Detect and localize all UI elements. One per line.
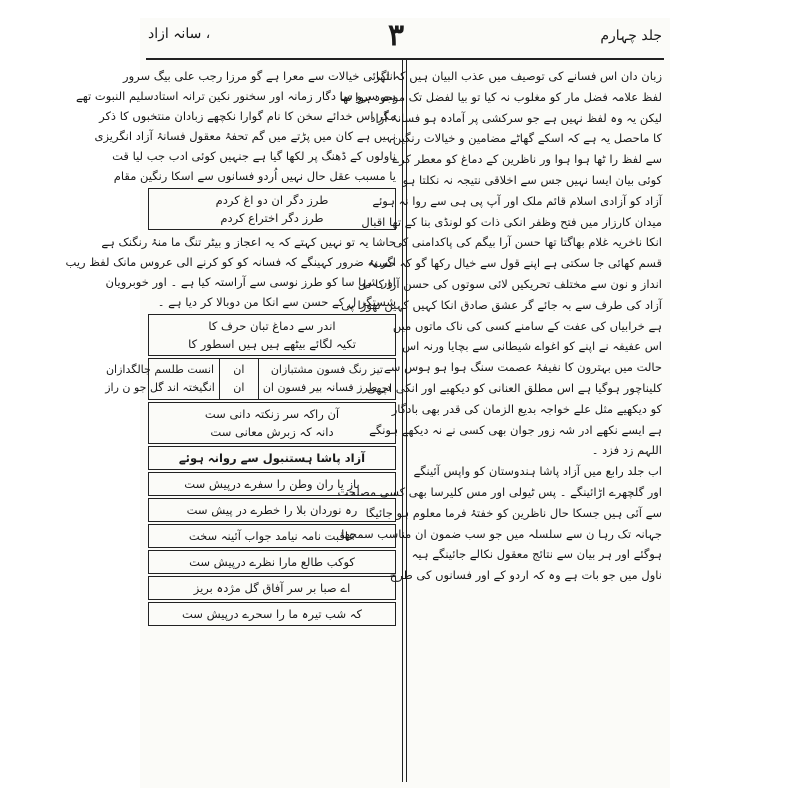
text-line: اس عفیفہ نے اپنے کو اغواے شیطانی سے بچایا ورنہ اس bbox=[402, 339, 662, 354]
page-header bbox=[140, 18, 670, 58]
verse-line: انگیختہ اند گل جو ن راز bbox=[105, 381, 215, 394]
verse-grid bbox=[105, 358, 396, 400]
text-line: حاشا یہ تو نہیں کہتے کہ یہ اعجاز و بیٹر تنگ ما منۂ رنگنک ہے bbox=[101, 235, 396, 249]
text-line: سے آئی ہیں جسکا حال ناظرین کو خفتۂ فرما معلوم ہو جائیگا bbox=[365, 505, 662, 520]
heading-text: آزاد پاشا ہستنبول سے روانہ ہوئے bbox=[178, 451, 366, 465]
text-line: انداز و نون سے مختلف تحریکیں لائی سوتوں کی حسن آرا کا دل bbox=[357, 276, 662, 291]
text-line: ناولوں کے ڈھنگ پر لکھا گیا ہے جنہیں کوئی ادب جب لیا قت bbox=[112, 149, 396, 163]
verse-line: تکیہ لگائے بیٹھے ہیں ہیں اسطور کا bbox=[188, 337, 356, 351]
text-line: انکا ناخریہ غلام بھاگتا تھا حسن آرا بیگم کی پاکدامنی کی bbox=[393, 235, 662, 250]
text-line: آزاد کی طرف سے بہ جائے گر عشق صادق انکا کہیں کہیں تھوڑا پی bbox=[341, 297, 662, 312]
verse-cell bbox=[259, 359, 395, 399]
text-line: جہانہ تک رہا ن سے سلسلہ میں جو سب ضمون ان مناسب سمجھا bbox=[341, 526, 662, 541]
verse-box bbox=[148, 402, 396, 444]
text-line: اللہم زد فزد ۔ bbox=[591, 443, 662, 458]
text-line: اگر یہ ضرور کہینگے کہ فسانہ کو کو کرنے الی عروس مانک لفظ ریب bbox=[65, 255, 396, 269]
verse-row bbox=[148, 524, 396, 548]
text-line: میدان کارزار میں فتح وظفر انکی ذات کو لونڈی بنا کے تھا اقبال bbox=[361, 214, 662, 229]
text-line: لفظ علامہ فضل مار کو مغلوب نہ کیا تو بیا لفضل تک موجود ہوا تھا bbox=[339, 89, 662, 104]
chapter-heading bbox=[148, 446, 396, 470]
verse-line: دانہ کہ زبرش معانی ست bbox=[210, 425, 334, 439]
text-line: مگر اس خدائے سخن کا نام گوارا نکچھے زبادان منتخبوں کا ذکر bbox=[99, 109, 396, 123]
verse-line: آن راکہ سر زنکتہ دانی ست bbox=[204, 407, 340, 421]
right-column bbox=[337, 66, 662, 586]
verse-line: ان bbox=[233, 381, 245, 394]
verse-box bbox=[148, 314, 396, 356]
page-number: ۳ bbox=[388, 18, 405, 53]
text-line: سے لفظ را ٹھا ہوا ہوا ور ناظرین کے دماغ کو معطر کرے bbox=[392, 152, 662, 167]
verse-row bbox=[148, 472, 396, 496]
text-line: کو دیکھیے مثل علے خواجہ بدیع الزمان کی قدر بھی بادگار bbox=[391, 401, 662, 416]
text-line: اور گلچھرے اڑائینگے ۔ پس ٹیولی اور مس کلیرسا بھی کسی مصلحت bbox=[337, 484, 662, 499]
text-line: انتہائی خیالات سے معرا ہے گو مرزا رجب علی بیگ سرور bbox=[123, 69, 396, 83]
verse-line: رہ نوردان بلا را خطرے در پیش ست bbox=[186, 503, 358, 517]
text-line: آزاد کو آزادی اسلام قائم ملک اور آپ پی ہی سے روا نہ ہوئے bbox=[372, 193, 662, 208]
verse-line: کہ شب تیرہ ما را سحرے درپیش ست bbox=[182, 607, 362, 621]
left-column bbox=[65, 66, 396, 628]
verse-line: ان bbox=[233, 363, 245, 376]
verse-box bbox=[148, 188, 396, 230]
verse-cell bbox=[101, 359, 220, 399]
verse-line: تیز رنگ فسون مشتبازان bbox=[270, 363, 383, 376]
text-line: ہے ایسے نکھے ادر شہ زور جوان بھی کسی نے نہ دیکھے ہونگے bbox=[369, 422, 662, 437]
verse-row bbox=[148, 576, 396, 600]
text-line: اور شہا سا کو طرز نوسی سے آراستہ کیا ہے ۔ اور خوبرویان bbox=[105, 275, 396, 289]
verse-line: انست طلسم جالگدازان bbox=[105, 363, 215, 376]
text-line: ہوگئے اور ہر بیان سے نتائج معقول نکالے جائینگے ہیہ bbox=[411, 547, 662, 562]
verse-line: باز یا ران وطن را سفرے درپیش ست bbox=[184, 477, 360, 491]
verse-cell bbox=[220, 359, 259, 399]
text-line: نہیں ہے کان میں پڑتے میں گم تحفۂ معقول فسانۂ آزاد انگریزی bbox=[94, 129, 396, 143]
verse-line: اے صبا بر سر آفاق گل مژدہ بریز bbox=[193, 581, 351, 595]
verse-line: در طرز فسانہ بیر فسون ان bbox=[262, 381, 391, 394]
text-line: کوئی بیان ایسا نہیں جس سے اخلاقی نتیجہ نہ نکلتا ہو bbox=[402, 172, 662, 187]
text-line: کا ماحصل یہ ہے کہ اسکے گھاٹے مضامین و خیالات رنگین bbox=[392, 131, 662, 146]
header-volume: جلد چہارم bbox=[600, 28, 662, 44]
verse-line: اندر سے دماغ تبان حرف کا bbox=[208, 319, 336, 333]
text-line: یا مسبب عقل حال نہیں اُردو فسانوں سے اسکا رنگین مقام bbox=[113, 169, 396, 183]
verse-line: عاقبت نامہ نیامد جواب آئینہ سخت bbox=[188, 529, 356, 543]
text-line: ہم سرو سا دگار زمانہ اور سخنور نکین ترانہ استادسلیم النبوت تھے bbox=[75, 89, 396, 103]
verse-row bbox=[148, 550, 396, 574]
header-book-title: ، سانہ ازاد bbox=[148, 26, 211, 42]
verse-row bbox=[148, 602, 396, 626]
scanned-page bbox=[65, 18, 670, 788]
text-line: ناول میں جو بات ہے وہ کہ اردو کے اور فسانوں کی طرح bbox=[389, 568, 662, 583]
text-line: اب جلد رابع میں آزاد پاشا ہندوستان کو واپس آئینگے bbox=[413, 464, 662, 479]
text-line: حالت میں بہترون کا نفیفۂ عصمت سنگ ہوا ہو ہوس سے bbox=[384, 360, 662, 375]
text-line: لیکن یہ وہ لفظ نہیں ہے جو سرکشی پر آمادہ ہو فسانۂ آزاد bbox=[370, 110, 662, 125]
verse-line: طرز دگر ان دو اغ کردم bbox=[215, 193, 329, 207]
verse-line: کوکب طالع مارا نظرے درپیش ست bbox=[189, 555, 355, 569]
text-line: کلیناچور ہوگیا ہے اس مطلق العنانی کو دیکھیے اور انکی اچھی bbox=[366, 380, 662, 395]
verse-line: طرز دگر اختراع کردم bbox=[220, 211, 324, 225]
text-line: ہے خرابیاں کی عفت کے سامنے کسی کی ناک ماتوں میں bbox=[392, 318, 662, 333]
text-line: شستگر ل کے حسن سے انکا من دوبالا کر دیا ہے ۔ bbox=[157, 295, 396, 309]
text-line: قسم کھائی جا سکتی ہے اپنے قول سے خیال رکھا گو کہ حسنۂ bbox=[368, 256, 662, 271]
verse-row bbox=[148, 498, 396, 522]
text-line: زبان دان اس فسانے کی توصیف میں عذب البیان ہیں کہ اگر bbox=[374, 69, 662, 83]
